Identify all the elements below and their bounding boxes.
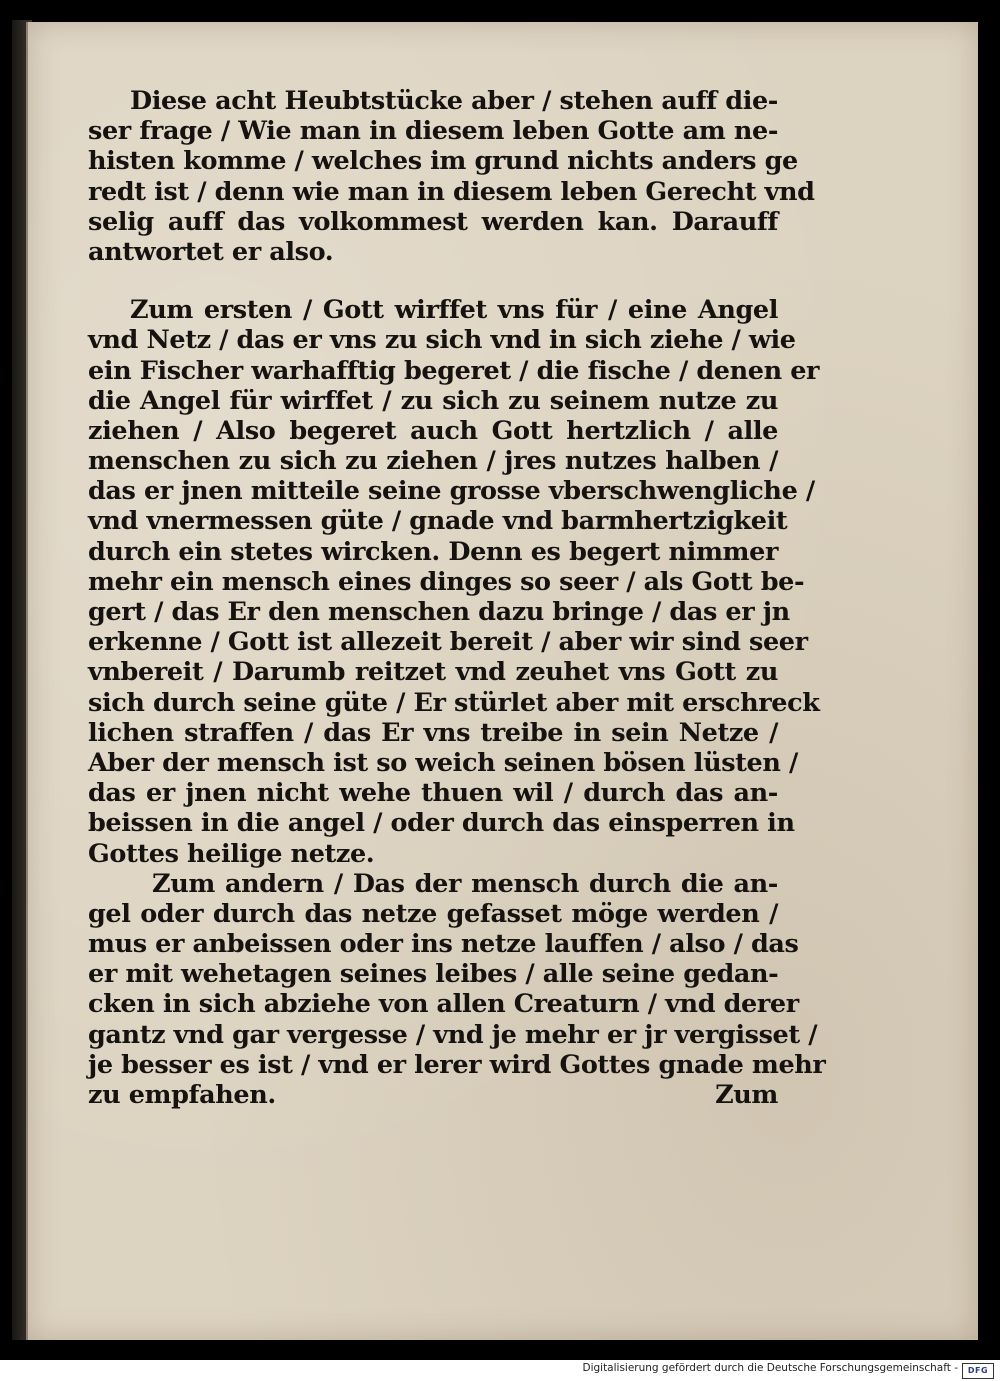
text-line: ein Fischer warhafftig begeret / die fische / denen er [88, 355, 820, 386]
text-line: ziehen / Also begeret auch Gott hertzlich / alle [88, 415, 778, 446]
text-line: Zum andern / Das der mensch durch die an- [152, 868, 778, 899]
text-line: selig auff das volkommest werden kan. Darauff [88, 206, 778, 237]
text-line: gel oder durch das netze gefasset möge werden / [88, 898, 778, 929]
text-line: die Angel für wirffet / zu sich zu seinem nutze zu [88, 385, 778, 416]
text-line: lichen straffen / das Er vns treibe in sein Netze / [88, 717, 778, 748]
text-line: gert / das Er den menschen dazu bringe / das er jn [88, 597, 790, 627]
text-line: Aber der mensch ist so weich seinen bösen lüsten / [88, 747, 798, 778]
text-line: erkenne / Gott ist allezeit bereit / aber wir sind seer [88, 627, 808, 658]
book-page [26, 22, 978, 1340]
text-line: sich durch seine güte / Er stürlet aber mit erschreck [88, 687, 820, 718]
text-line: Gottes heilige netze. [88, 838, 375, 869]
footer-bar [0, 1360, 1000, 1381]
text-line: menschen zu sich zu ziehen / jres nutzes halben / [88, 446, 778, 477]
last-line-row [88, 1080, 778, 1110]
text-line: mus er anbeissen oder ins netze lauffen / also / das [88, 929, 799, 960]
text-line: ser frage / Wie man in diesem leben Gotte am ne- [88, 116, 778, 147]
text-line: das er jnen nicht wehe thuen wil / durch das an- [88, 778, 778, 809]
text-line: durch ein stetes wircken. Denn es begert nimmer [88, 536, 778, 567]
paragraph-3 [88, 868, 826, 1111]
paragraph-2 [88, 295, 820, 869]
text-line: histen komme / welches im grund nichts anders ge [88, 146, 798, 177]
text-line: er mit wehetagen seines leibes / alle seine gedan- [88, 959, 779, 990]
text-line: vnd vnermessen güte / gnade vnd barmhertzigkeit [88, 506, 788, 537]
text-line: beissen in die angel / oder durch das einsperren in [88, 808, 795, 839]
text-line: Zum ersten / Gott wirffet vns für / eine Angel [130, 295, 778, 326]
text-line: je besser es ist / vnd er lerer wird Gottes gnade mehr [88, 1049, 826, 1080]
text-line: vnd Netz / das er vns zu sich vnd in sich ziehe / wie [88, 325, 796, 356]
text-line: antwortet er also. [88, 236, 334, 267]
text-line: das er jnen mitteile seine grosse vberschwengliche / [88, 476, 815, 507]
text-line: gantz vnd gar vergesse / vnd je mehr er jr vergisset / [88, 1019, 818, 1050]
paragraph-1 [88, 86, 815, 267]
dfg-logo: DFG [962, 1363, 994, 1379]
text-line: Diese acht Heubtstücke aber / stehen auff die- [130, 86, 778, 116]
text-line: cken in sich abziehe von allen Creaturn / vnd derer [88, 989, 799, 1020]
text-line: redt ist / denn wie man in diesem leben Gerecht vnd [88, 176, 815, 207]
text-line: mehr ein mensch eines dinges so seer / als Gott be- [88, 566, 805, 597]
page-text [88, 86, 826, 1110]
text-line: zu empfahen. [88, 1080, 276, 1110]
text-line: vnbereit / Darumb reitzet vnd zeuhet vns Gott zu [88, 657, 778, 688]
catchword: Zum [715, 1080, 778, 1110]
funding-credit: Digitalisierung gefördert durch die Deutsche Forschungsgemeinschaft - [582, 1362, 958, 1374]
